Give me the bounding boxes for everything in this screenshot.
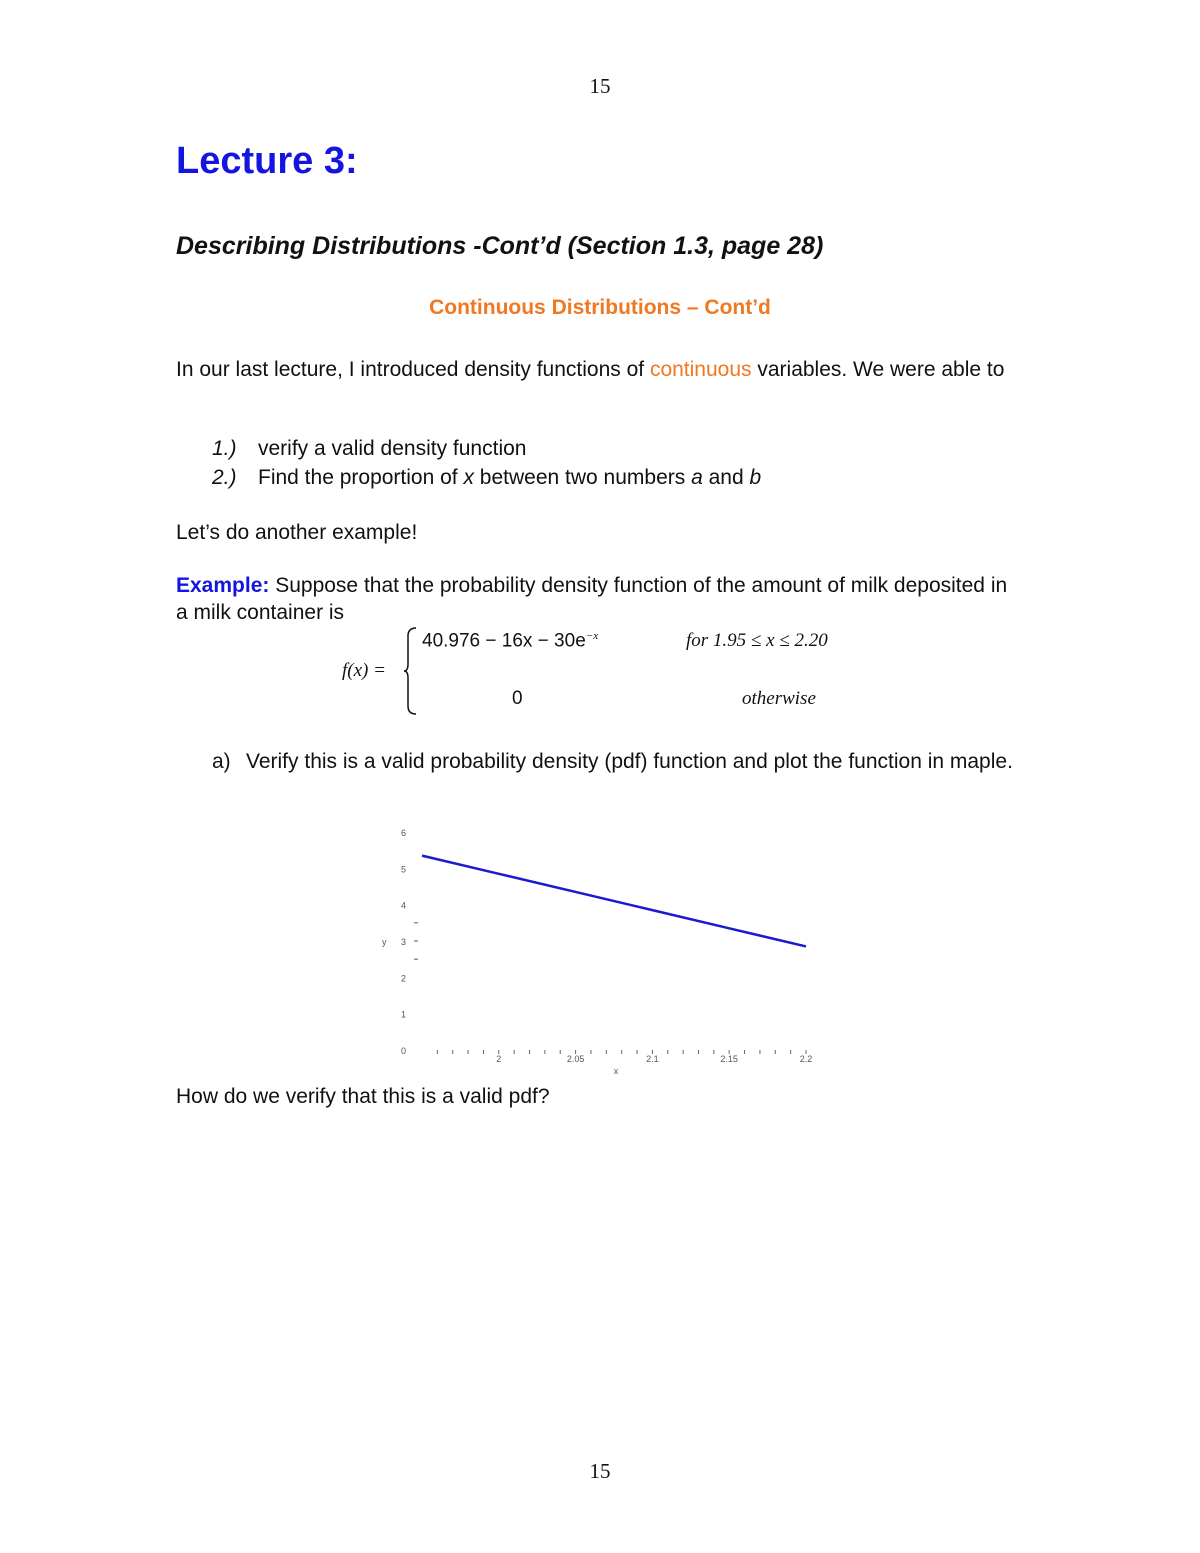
formula-case1 [422,630,598,652]
y-tick-label: 6 [400,828,406,838]
intro-after: variables. We were able to [751,358,1005,381]
lecture-subtitle: Describing Distributions -Cont’d (Section 1.3, page 28) [176,232,824,260]
y-tick-label: 4 [400,900,406,911]
x-tick-label: 2 [496,1054,502,1064]
list-var-b: b [749,466,762,489]
list-item-1 [212,437,526,461]
formula-case2-expr: 0 [512,688,523,709]
density-plot [370,822,830,1082]
formula-brace [404,626,418,716]
intro-paragraph [176,356,1016,383]
list-number: 2.) [212,466,237,489]
y-axis-label: y [382,937,387,947]
y-tick-label: 2 [400,973,406,984]
page-number-top: 15 [589,74,611,98]
part-a-text: Verify this is a valid probability density (pdf) function and plot the function in maple. [246,750,1013,773]
another-example-text: Let’s do another example! [176,521,418,544]
part-a-label: a) [212,750,231,773]
list-text: verify a valid density function [258,437,527,460]
list-number: 1.) [212,437,237,460]
list-var-a: a [691,466,703,489]
x-tick-label: 2.05 [566,1054,585,1064]
y-tick-label: 3 [400,937,406,947]
formula-case1-expr: 40.976 − 16x − 30e [422,630,586,652]
x-tick-label: 2.2 [799,1054,813,1064]
series-line [422,856,806,947]
y-tick-label: 5 [400,864,406,875]
closing-question: How do we verify that this is a valid pdf? [176,1085,550,1108]
formula-lhs: f(x) = [342,660,386,681]
list-text-mid: between two numbers [473,466,692,489]
intro-before: In our last lecture, I introduced density functions of [176,358,650,381]
page-number-bottom: 15 [589,1459,611,1483]
formula-case1-condition: for 1.95 ≤ x ≤ 2.20 [686,630,828,651]
y-tick-label: 0 [400,1046,406,1056]
example-label: Example: [176,574,270,597]
y-tick-label: 1 [400,1009,406,1020]
formula-case2-condition: otherwise [742,688,816,709]
section-heading: Continuous Distributions – Cont’d [429,296,771,319]
intro-highlight: continuous [649,358,752,381]
lecture-title: Lecture 3: [176,140,358,182]
example-paragraph [176,572,1016,626]
list-var-x: x [463,466,474,489]
x-tick-label: 2.15 [720,1054,738,1064]
formula-case1-sup: −x [585,630,599,642]
x-axis-label: x [613,1066,619,1076]
list-item-2 [212,466,761,490]
list-text: Find the proportion of [258,466,464,489]
example-text: Suppose that the probability density function of the amount of milk deposited in a milk container is [176,574,1008,624]
x-tick-label: 2.1 [646,1054,659,1064]
list-text-and: and [702,466,750,489]
